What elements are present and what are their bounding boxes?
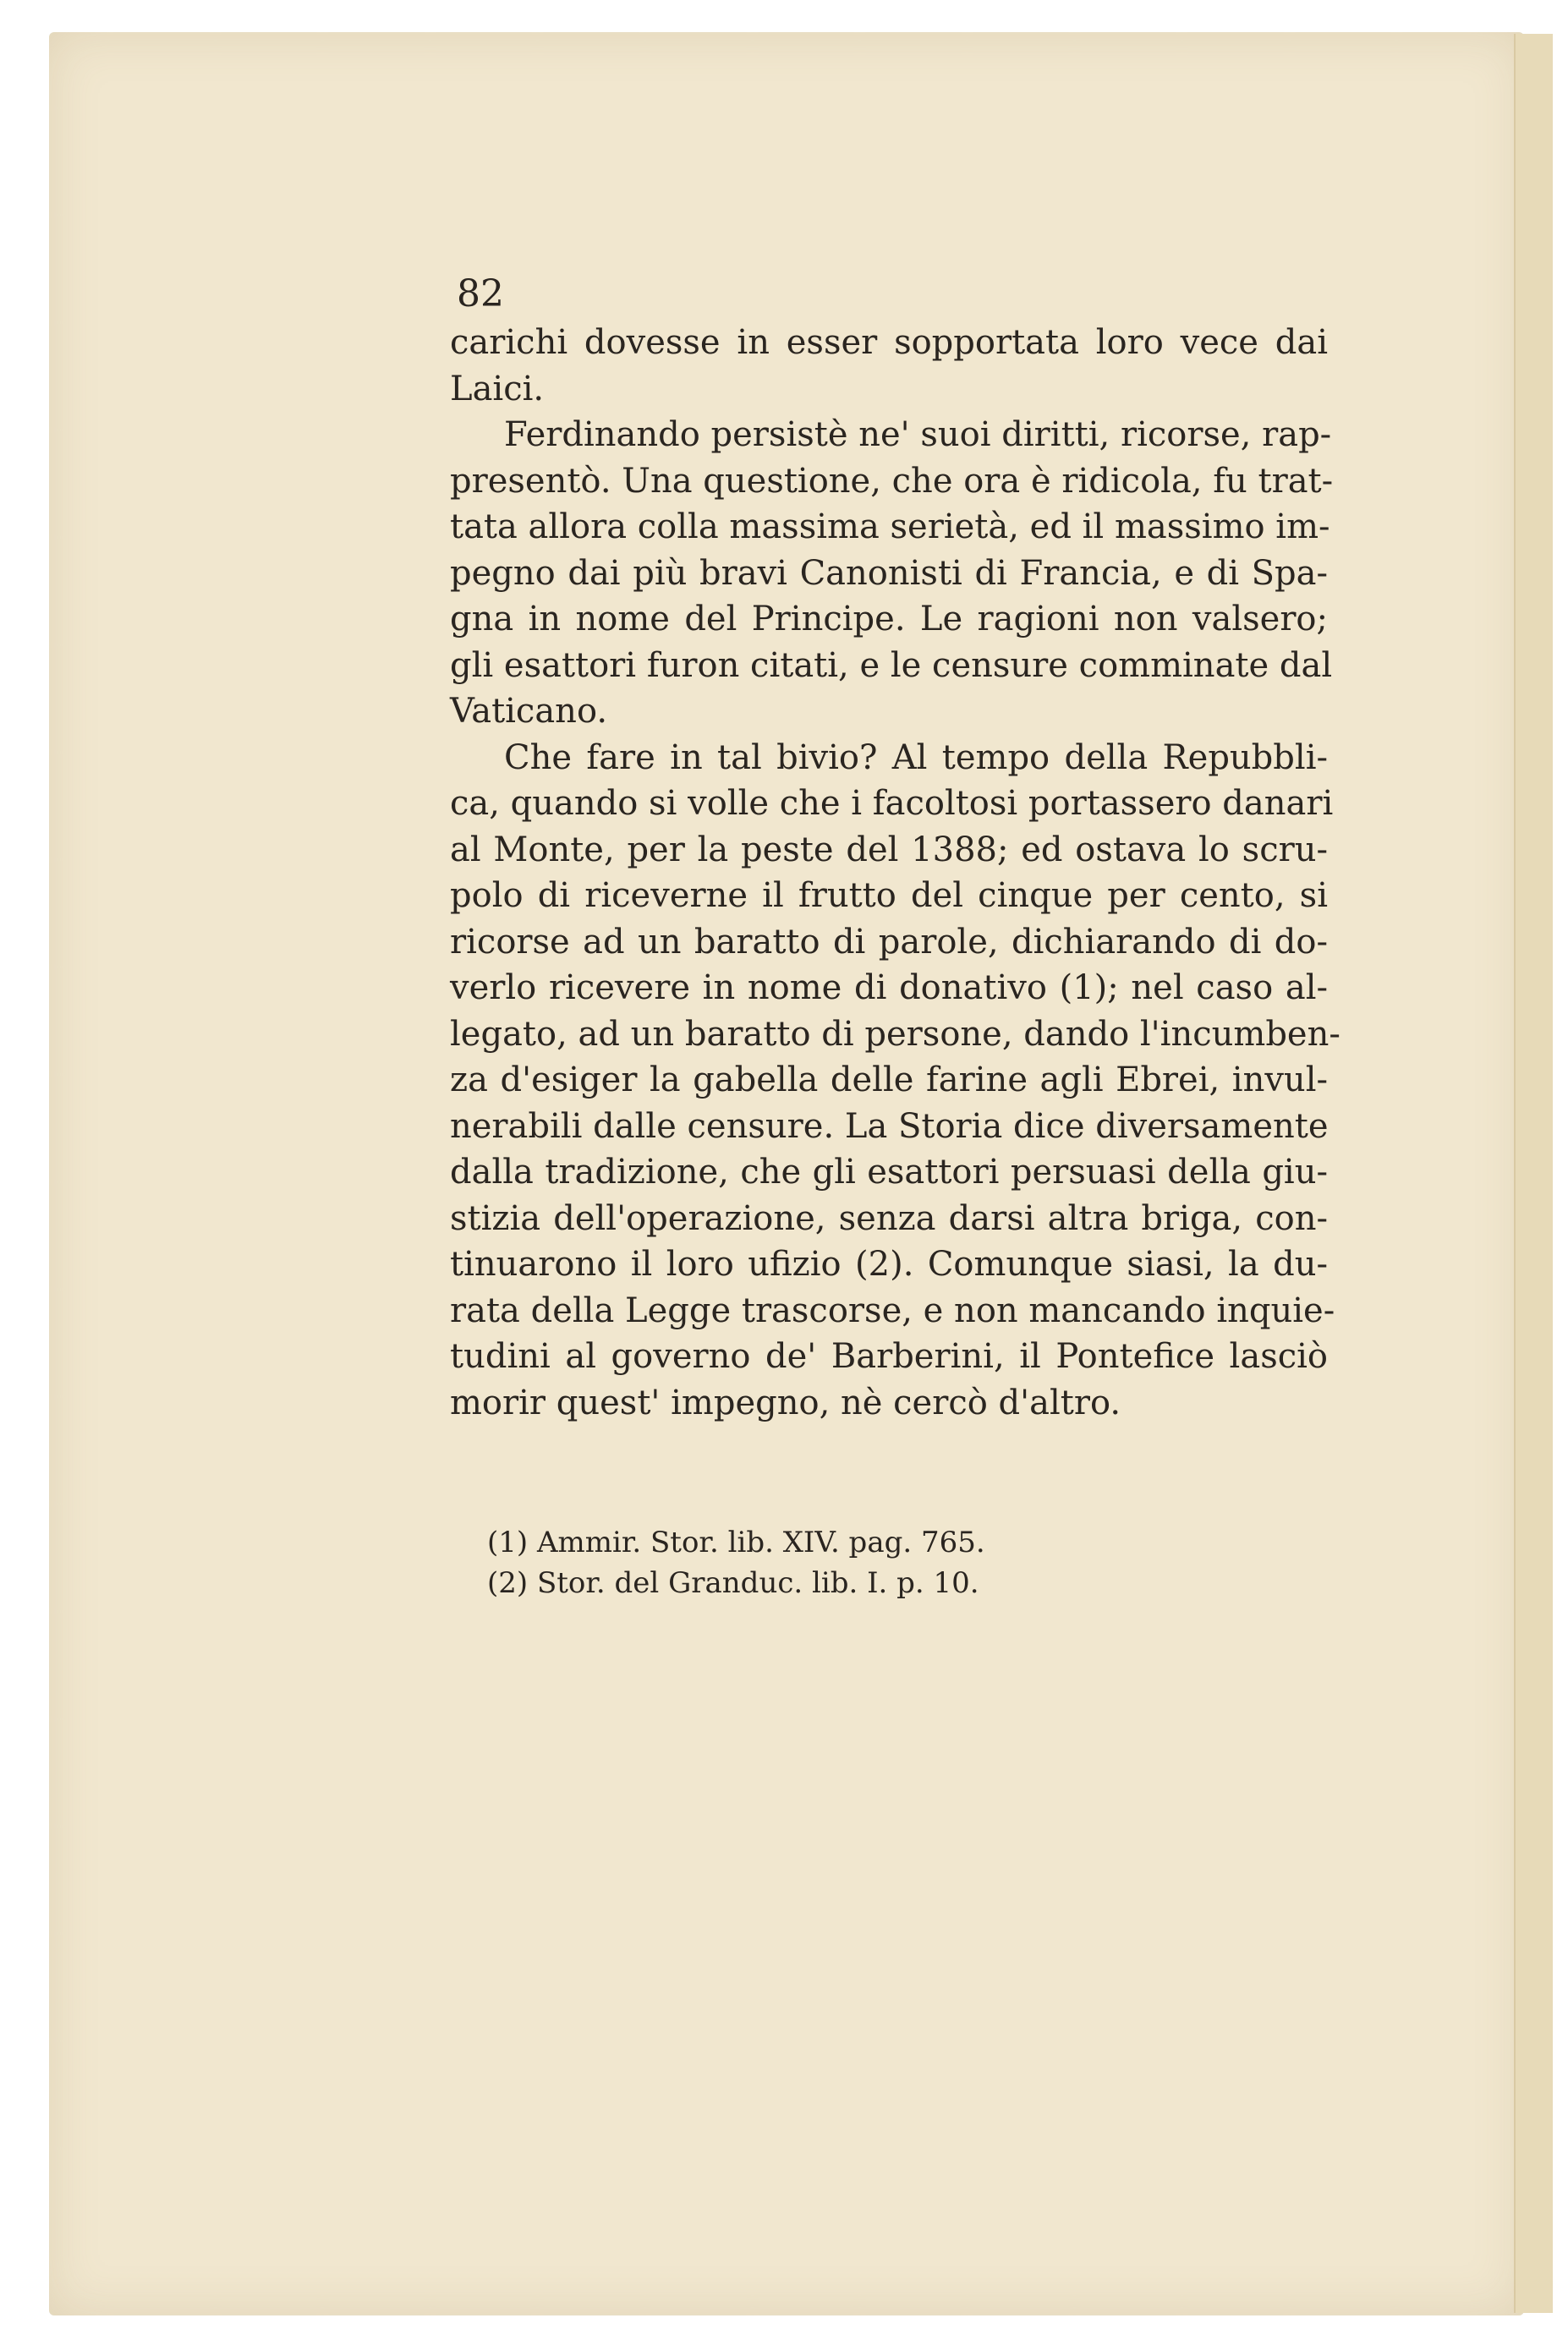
text-line: presentò. Una questione, che ora è ridicola, fu trat- [450, 461, 1334, 501]
text-line: polo di riceverne il frutto del cinque per cento, si [450, 876, 1328, 915]
text-line: rata della Legge trascorse, e non mancando inquie- [450, 1291, 1335, 1330]
text-line: gli esattori furon citati, e le censure comminate dal [450, 645, 1333, 685]
text-line: Ferdinando persistè ne' suoi diritti, ricorse, rap- [504, 415, 1332, 454]
text-line: morir quest' impegno, nè cercò d'altro. [450, 1383, 1121, 1422]
footnote: (1) Ammir. Stor. lib. XIV. pag. 765. [487, 1526, 985, 1559]
text-line: al Monte, per la peste del 1388; ed ostava lo scru- [450, 830, 1328, 869]
text-line: pegno dai più bravi Canonisti di Francia, e di Spa- [450, 553, 1328, 593]
text-line: Che fare in tal bivio? Al tempo della Repubbli- [504, 737, 1328, 777]
text-line: tudini al governo de' Barberini, il Pontefice lasciò [450, 1337, 1328, 1376]
body-text [450, 320, 1340, 1426]
text-line: gna in nome del Principe. Le ragioni non valsero; [450, 600, 1328, 638]
text-line: ricorse ad un baratto di parole, dichiarando di do- [450, 922, 1328, 962]
text-line: dalla tradizione, che gli esattori persuasi della giu- [450, 1153, 1328, 1192]
text-line: nerabili dalle censure. La Storia dice diversamente [450, 1106, 1329, 1146]
text-line: Laici. [450, 369, 545, 408]
text-line: tinuarono il loro ufizio (2). Comunque siasi, la du- [450, 1245, 1328, 1284]
page-edge [1514, 34, 1553, 2313]
text-line: ca, quando si volle che i facoltosi portassero danari [450, 784, 1334, 823]
text-line: carichi dovesse in esser sopportata loro vece dai [450, 323, 1328, 362]
text-line: legato, ad un baratto di persone, dando l'incumben- [450, 1014, 1340, 1054]
text-line: Vaticano. [450, 692, 608, 731]
text-line: verlo ricevere in nome di donativo (1); nel caso al- [450, 968, 1328, 1007]
footnotes [487, 1522, 985, 1603]
footnote: (2) Stor. del Granduc. lib. I. p. 10. [487, 1566, 979, 1600]
text-line: tata allora colla massima serietà, ed il massimo im- [450, 507, 1330, 546]
page-number: 82 [457, 272, 504, 315]
text-line: za d'esiger la gabella delle farine agli Ebrei, invul- [450, 1060, 1328, 1099]
text-line: stizia dell'operazione, senza darsi altra briga, con- [450, 1198, 1328, 1238]
